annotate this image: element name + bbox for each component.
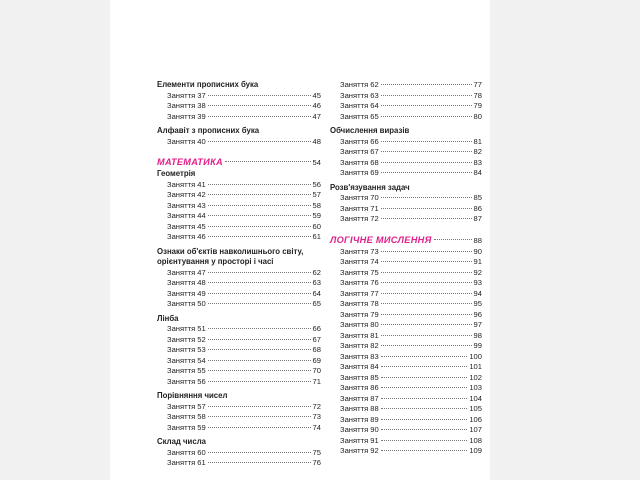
toc-entry-label: Заняття 58 — [167, 412, 206, 421]
toc-entry — [157, 412, 321, 423]
toc-entry — [157, 366, 321, 377]
toc-entry-page-number: 74 — [312, 422, 321, 432]
leader-dots — [208, 215, 311, 216]
toc-entry — [157, 335, 321, 346]
toc-entry-page-number: 73 — [312, 412, 321, 421]
toc-entry-label: Заняття 43 — [167, 200, 206, 210]
toc-entry-label: Заняття 83 — [340, 351, 379, 361]
toc-entry-page-number: 97 — [473, 320, 482, 329]
toc-entry — [330, 320, 482, 331]
toc-entry — [157, 423, 321, 434]
section-title: ЛОГІЧНЕ МИСЛЕННЯ — [330, 234, 432, 245]
leader-dots — [434, 239, 472, 240]
toc-entry-label: Заняття 46 — [167, 232, 206, 241]
toc-entry-page-number: 47 — [312, 111, 321, 121]
toc-entry — [157, 222, 321, 233]
toc-entry-label: Заняття 60 — [167, 447, 206, 457]
toc-entry — [157, 356, 321, 367]
toc-entry-page-number: 63 — [312, 278, 321, 287]
toc-entry — [157, 345, 321, 356]
leader-dots — [208, 462, 311, 463]
toc-entry-label: Заняття 91 — [340, 435, 379, 445]
toc-entry-label: Заняття 80 — [340, 320, 379, 329]
toc-entry — [157, 91, 321, 102]
leader-dots — [381, 218, 472, 219]
toc-entry — [330, 446, 482, 457]
toc-entry-label: Заняття 66 — [340, 136, 379, 146]
toc-entry-page-number: 48 — [312, 136, 321, 146]
toc-entry-page-number: 79 — [473, 101, 482, 110]
toc-entry — [330, 137, 482, 148]
toc-group-heading: Алфавіт з прописних бука — [157, 126, 260, 135]
toc-entry-label: Заняття 53 — [167, 345, 206, 354]
leader-dots — [208, 105, 311, 106]
leader-dots — [208, 339, 311, 340]
toc-entry — [330, 394, 482, 405]
leader-dots — [381, 141, 472, 142]
leader-dots — [381, 251, 472, 252]
leader-dots — [208, 381, 311, 382]
toc-entry-page-number: 94 — [473, 288, 482, 298]
toc-entry — [330, 341, 482, 352]
toc-entry — [157, 448, 321, 459]
toc-entry — [157, 232, 321, 243]
toc-column-left — [157, 80, 321, 469]
toc-group-heading: Порівняння чисел — [157, 391, 228, 400]
toc-entry — [330, 299, 482, 310]
toc-entry-page-number: 81 — [473, 136, 482, 146]
toc-entry-label: Заняття 71 — [340, 203, 379, 213]
toc-entry-page-number: 92 — [473, 267, 482, 277]
toc-entry — [157, 112, 321, 123]
toc-entry — [330, 310, 482, 321]
toc-entry — [330, 362, 482, 373]
toc-entry-page-number: 77 — [473, 80, 482, 89]
toc-group-heading: Елементи прописних бука — [157, 80, 259, 89]
leader-dots — [208, 116, 311, 117]
toc-entry — [330, 289, 482, 300]
toc-entry — [330, 204, 482, 215]
toc-entry-label: Заняття 87 — [340, 393, 379, 403]
toc-entry-page-number: 69 — [312, 355, 321, 365]
leader-dots — [381, 116, 472, 117]
leader-dots — [208, 328, 311, 329]
toc-entry-page-number: 80 — [473, 111, 482, 121]
leader-dots — [381, 272, 472, 273]
toc-column-right — [330, 80, 482, 457]
leader-dots — [208, 360, 311, 361]
toc-entry-label: Заняття 39 — [167, 111, 206, 121]
leader-dots — [208, 205, 311, 206]
toc-entry — [157, 201, 321, 212]
toc-entry-label: Заняття 70 — [340, 193, 379, 202]
toc-group-heading: Обчислення виразів — [330, 126, 410, 135]
leader-dots — [381, 172, 472, 173]
toc-entry-label: Заняття 57 — [167, 401, 206, 411]
toc-entry-page-number: 99 — [473, 341, 482, 350]
toc-group-heading: Склад числа — [157, 437, 206, 446]
toc-group-entries — [157, 402, 321, 434]
leader-dots — [208, 141, 311, 142]
leader-dots — [381, 282, 472, 283]
toc-group-entries — [330, 137, 482, 179]
toc-entry — [157, 101, 321, 112]
toc-entry-label: Заняття 55 — [167, 366, 206, 375]
leader-dots — [381, 440, 468, 441]
toc-entry-label: Заняття 84 — [340, 362, 379, 371]
toc-entry — [330, 425, 482, 436]
toc-entry — [330, 257, 482, 268]
toc-entry — [330, 352, 482, 363]
leader-dots — [381, 419, 468, 420]
toc-entry-label: Заняття 64 — [340, 101, 379, 110]
leader-dots — [208, 236, 311, 237]
toc-entry-label: Заняття 89 — [340, 414, 379, 424]
leader-dots — [208, 452, 311, 453]
toc-entry-page-number: 75 — [312, 447, 321, 457]
toc-entry-label: Заняття 81 — [340, 330, 379, 340]
toc-group-entries — [330, 193, 482, 225]
leader-dots — [381, 398, 468, 399]
leader-dots — [381, 197, 472, 198]
toc-entry-page-number: 66 — [312, 324, 321, 333]
toc-entry-label: Заняття 51 — [167, 324, 206, 333]
toc-entry — [157, 402, 321, 413]
toc-entry-label: Заняття 72 — [340, 214, 379, 223]
toc-entry-page-number: 71 — [312, 376, 321, 386]
toc-entry — [157, 299, 321, 310]
toc-entry-label: Заняття 59 — [167, 422, 206, 432]
toc-entry-page-number: 58 — [312, 200, 321, 210]
toc-entry-label: Заняття 90 — [340, 425, 379, 434]
toc-entry-label: Заняття 42 — [167, 190, 206, 199]
section-heading-logic — [330, 233, 482, 247]
toc-entry-page-number: 105 — [469, 404, 482, 413]
leader-dots — [208, 349, 311, 350]
toc-entry-page-number: 56 — [312, 179, 321, 189]
toc-entry-label: Заняття 41 — [167, 179, 206, 189]
leader-dots — [208, 184, 311, 185]
leader-dots — [381, 335, 472, 336]
toc-entry-page-number: 98 — [473, 330, 482, 340]
leader-dots — [381, 366, 468, 367]
toc-group-heading: Розв'язування задач — [330, 182, 410, 192]
toc-entry-label: Заняття 69 — [340, 168, 379, 177]
toc-entry-page-number: 106 — [469, 414, 482, 424]
toc-entry-label: Заняття 61 — [167, 458, 206, 467]
leader-dots — [381, 387, 468, 388]
leader-dots — [208, 293, 311, 294]
leader-dots — [381, 293, 472, 294]
leader-dots — [381, 356, 468, 357]
toc-entry-page-number: 86 — [473, 203, 482, 213]
toc-entry-page-number: 101 — [469, 362, 482, 371]
leader-dots — [381, 95, 472, 96]
toc-entry — [157, 324, 321, 335]
toc-entry — [330, 101, 482, 112]
toc-entry-page-number: 102 — [469, 372, 482, 382]
toc-entry-page-number: 45 — [312, 90, 321, 100]
toc-entry-page-number: 104 — [469, 393, 482, 403]
toc-group-entries — [157, 324, 321, 387]
leader-dots — [381, 151, 472, 152]
toc-entry-label: Заняття 68 — [340, 157, 379, 167]
toc-entry-label: Заняття 37 — [167, 90, 206, 100]
leader-dots — [381, 408, 468, 409]
toc-entry-page-number: 82 — [473, 147, 482, 156]
section-page-number: 88 — [473, 235, 482, 245]
toc-entry-label: Заняття 48 — [167, 278, 206, 287]
leader-dots — [381, 345, 472, 346]
toc-entry-label: Заняття 54 — [167, 355, 206, 365]
toc-entry-page-number: 84 — [473, 168, 482, 177]
toc-entry — [330, 193, 482, 204]
toc-entry-label: Заняття 86 — [340, 383, 379, 392]
toc-group-entries — [157, 448, 321, 469]
toc-entry — [330, 91, 482, 102]
toc-entry-page-number: 64 — [312, 288, 321, 298]
toc-entry-label: Заняття 73 — [340, 246, 379, 256]
toc-entry-page-number: 107 — [469, 425, 482, 434]
toc-entry-label: Заняття 47 — [167, 267, 206, 277]
toc-entry-label: Заняття 45 — [167, 221, 206, 231]
toc-entry-page-number: 85 — [473, 193, 482, 202]
toc-entry-label: Заняття 74 — [340, 257, 379, 266]
toc-entry — [330, 112, 482, 123]
toc-entry-page-number: 62 — [312, 267, 321, 277]
toc-entry-label: Заняття 44 — [167, 211, 206, 220]
leader-dots — [381, 303, 472, 304]
toc-entry-label: Заняття 65 — [340, 111, 379, 121]
toc-entry-page-number: 59 — [312, 211, 321, 220]
toc-entry — [157, 190, 321, 201]
toc-entry-page-number: 103 — [469, 383, 482, 392]
toc-entry — [157, 377, 321, 388]
section-heading-math — [157, 155, 321, 169]
toc-entry — [330, 214, 482, 225]
toc-entry-page-number: 61 — [312, 232, 321, 241]
leader-dots — [381, 314, 472, 315]
toc-entry-page-number: 57 — [312, 190, 321, 199]
toc-entry-page-number: 68 — [312, 345, 321, 354]
toc-group-entries — [330, 80, 482, 122]
toc-entry — [157, 211, 321, 222]
toc-entry-page-number: 83 — [473, 157, 482, 167]
toc-entry-page-number: 60 — [312, 221, 321, 231]
toc-entry-page-number: 91 — [473, 257, 482, 266]
leader-dots — [208, 303, 311, 304]
toc-entry-page-number: 70 — [312, 366, 321, 375]
toc-entry — [330, 373, 482, 384]
toc-entry-page-number: 109 — [469, 446, 482, 455]
toc-group-heading: Геометрія — [157, 169, 196, 178]
section-title: МАТЕМАТИКА — [157, 157, 223, 167]
toc-entry — [330, 268, 482, 279]
toc-entry — [330, 158, 482, 169]
toc-entry-label: Заняття 78 — [340, 299, 379, 308]
toc-entry-label: Заняття 77 — [340, 288, 379, 298]
leader-dots — [208, 370, 311, 371]
toc-entry-page-number: 90 — [473, 246, 482, 256]
leader-dots — [208, 226, 311, 227]
toc-entry-label: Заняття 62 — [340, 80, 379, 89]
toc-entry-label: Заняття 63 — [340, 90, 379, 100]
toc-entry-page-number: 65 — [312, 299, 321, 308]
leader-dots — [208, 95, 311, 96]
leader-dots — [381, 105, 472, 106]
toc-entry — [157, 458, 321, 469]
toc-entry-page-number: 108 — [469, 435, 482, 445]
toc-entry-label: Заняття 52 — [167, 334, 206, 344]
toc-entry-label: Заняття 79 — [340, 309, 379, 319]
toc-entry-label: Заняття 67 — [340, 147, 379, 156]
toc-entry-label: Заняття 49 — [167, 288, 206, 298]
toc-entry-label: Заняття 76 — [340, 278, 379, 287]
toc-entry — [330, 278, 482, 289]
toc-group-entries — [157, 91, 321, 123]
toc-entry — [157, 289, 321, 300]
toc-entry-label: Заняття 88 — [340, 404, 379, 413]
toc-group-heading: Ознаки об'єктів навколишнього світу, орієнтування у просторі і часі — [157, 246, 304, 266]
leader-dots — [225, 161, 311, 162]
toc-entry — [157, 137, 321, 148]
toc-entry-page-number: 67 — [312, 334, 321, 344]
toc-entry — [157, 180, 321, 191]
leader-dots — [208, 272, 311, 273]
toc-entry — [330, 80, 482, 91]
section-page-number: 54 — [312, 158, 321, 167]
toc-group-entries — [330, 247, 482, 457]
toc-group-heading: Лінба — [157, 313, 179, 323]
leader-dots — [208, 194, 311, 195]
leader-dots — [381, 377, 468, 378]
leader-dots — [381, 450, 468, 451]
leader-dots — [381, 261, 472, 262]
toc-entry-label: Заняття 92 — [340, 446, 379, 455]
toc-entry-page-number: 96 — [473, 309, 482, 319]
toc-entry — [330, 404, 482, 415]
leader-dots — [381, 84, 472, 85]
leader-dots — [381, 162, 472, 163]
toc-entry — [330, 247, 482, 258]
toc-group-entries — [157, 137, 321, 148]
leader-dots — [381, 429, 468, 430]
toc-entry — [330, 383, 482, 394]
leader-dots — [208, 282, 311, 283]
toc-entry-label: Заняття 40 — [167, 136, 206, 146]
toc-entry — [330, 168, 482, 179]
toc-entry — [330, 331, 482, 342]
toc-entry — [157, 278, 321, 289]
toc-entry-page-number: 72 — [312, 401, 321, 411]
toc-group-entries — [157, 180, 321, 243]
toc-entry — [330, 436, 482, 447]
toc-entry-page-number: 76 — [312, 458, 321, 467]
toc-entry-page-number: 95 — [473, 299, 482, 308]
toc-entry — [330, 147, 482, 158]
toc-entry-label: Заняття 75 — [340, 267, 379, 277]
toc-entry-page-number: 93 — [473, 278, 482, 287]
toc-entry-label: Заняття 38 — [167, 101, 206, 110]
toc-entry-page-number: 46 — [312, 101, 321, 110]
toc-group-entries — [157, 268, 321, 310]
toc-entry-page-number: 100 — [469, 351, 482, 361]
leader-dots — [381, 208, 472, 209]
toc-entry-label: Заняття 82 — [340, 341, 379, 350]
toc-entry-page-number: 78 — [473, 90, 482, 100]
leader-dots — [208, 406, 311, 407]
leader-dots — [381, 324, 472, 325]
toc-entry — [157, 268, 321, 279]
toc-entry-label: Заняття 56 — [167, 376, 206, 386]
toc-entry-label: Заняття 50 — [167, 299, 206, 308]
leader-dots — [208, 416, 311, 417]
toc-entry-page-number: 87 — [473, 214, 482, 223]
leader-dots — [208, 427, 311, 428]
toc-entry-label: Заняття 85 — [340, 372, 379, 382]
toc-entry — [330, 415, 482, 426]
